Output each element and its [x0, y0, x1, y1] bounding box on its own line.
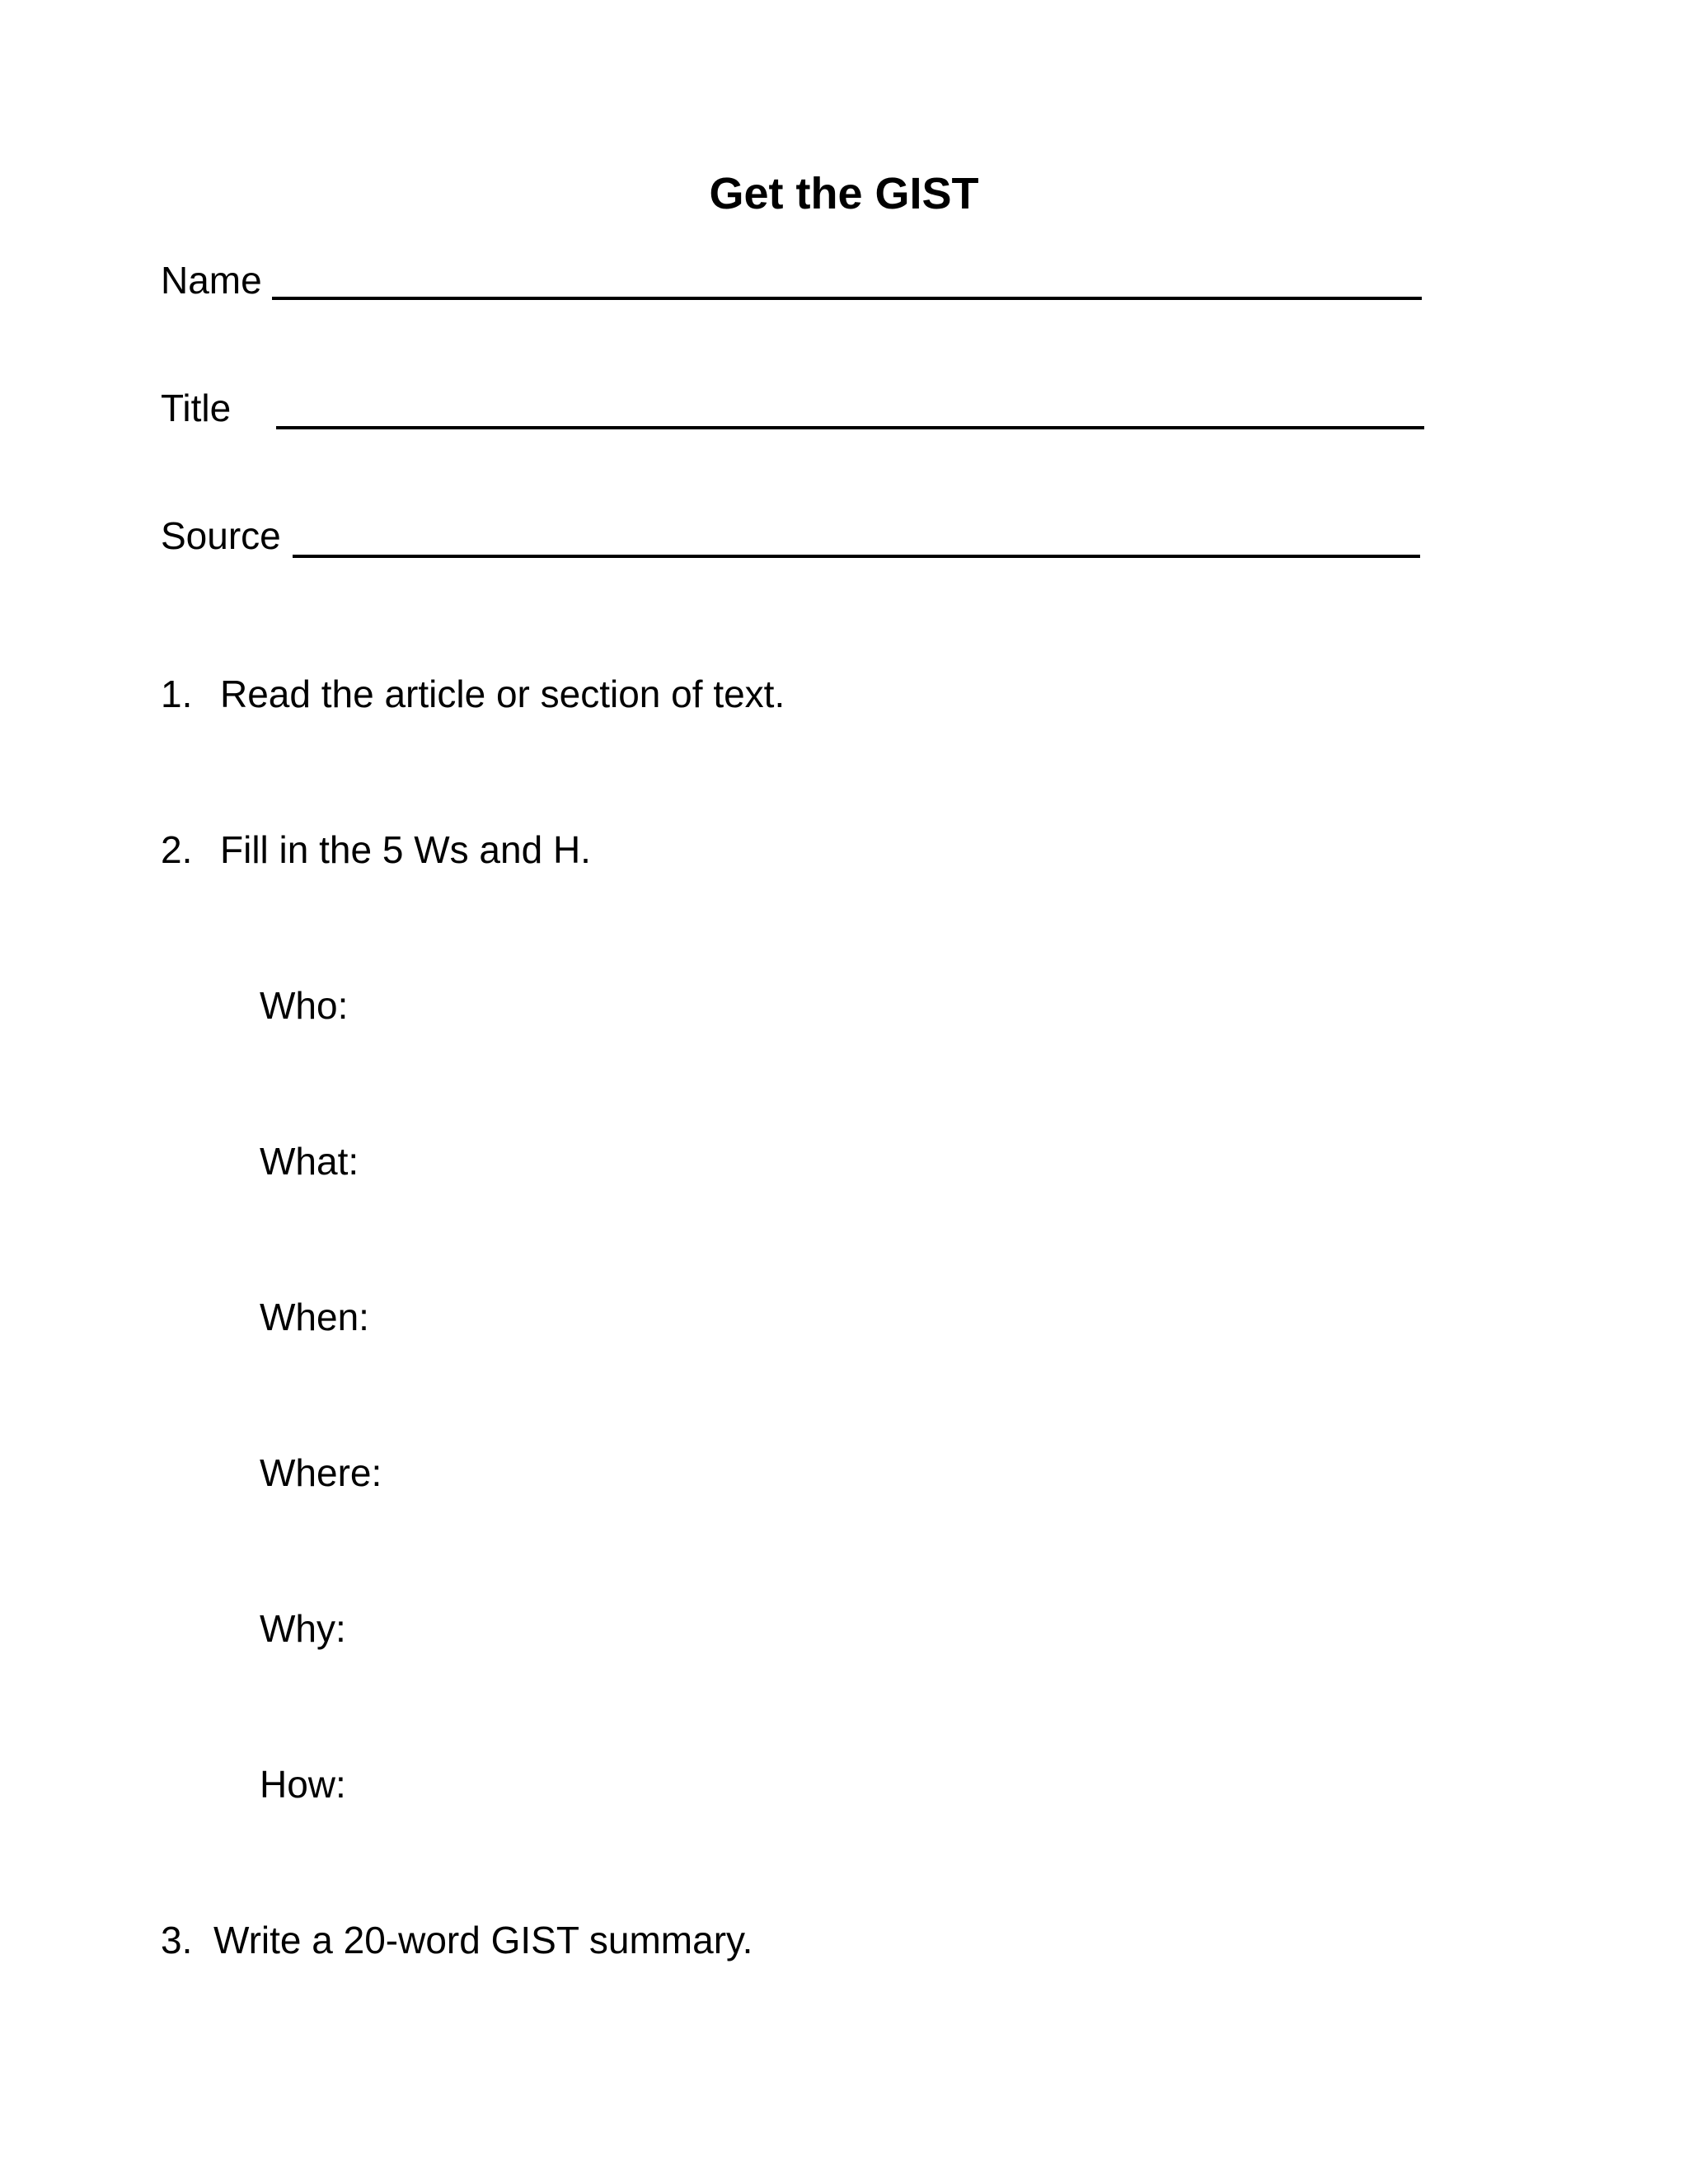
- title-field-row: [161, 379, 1426, 437]
- question-what: What:: [260, 1140, 359, 1183]
- step-1-text: Read the article or section of text.: [220, 673, 785, 715]
- step-2-text: Fill in the 5 Ws and H.: [220, 828, 591, 871]
- name-input-line[interactable]: [272, 297, 1422, 300]
- name-label: Name: [161, 259, 262, 302]
- question-who: Who:: [260, 984, 349, 1027]
- source-input-line[interactable]: [293, 555, 1420, 558]
- step-3-number: 3.: [161, 1919, 193, 1961]
- worksheet-title: Get the GIST: [709, 169, 979, 218]
- step-3-text: Write a 20-word GIST summary.: [213, 1919, 753, 1961]
- question-when: When:: [260, 1296, 369, 1338]
- question-how: How:: [260, 1763, 346, 1806]
- source-label: Source: [161, 514, 281, 557]
- name-field-row: [161, 251, 1426, 309]
- title-input-line[interactable]: [276, 426, 1424, 429]
- step-2-number: 2.: [161, 828, 193, 871]
- question-why: Why:: [260, 1607, 346, 1650]
- source-field-row: [161, 507, 1426, 565]
- question-where: Where:: [260, 1451, 382, 1494]
- title-label: Title: [161, 387, 232, 429]
- step-1-number: 1.: [161, 673, 193, 715]
